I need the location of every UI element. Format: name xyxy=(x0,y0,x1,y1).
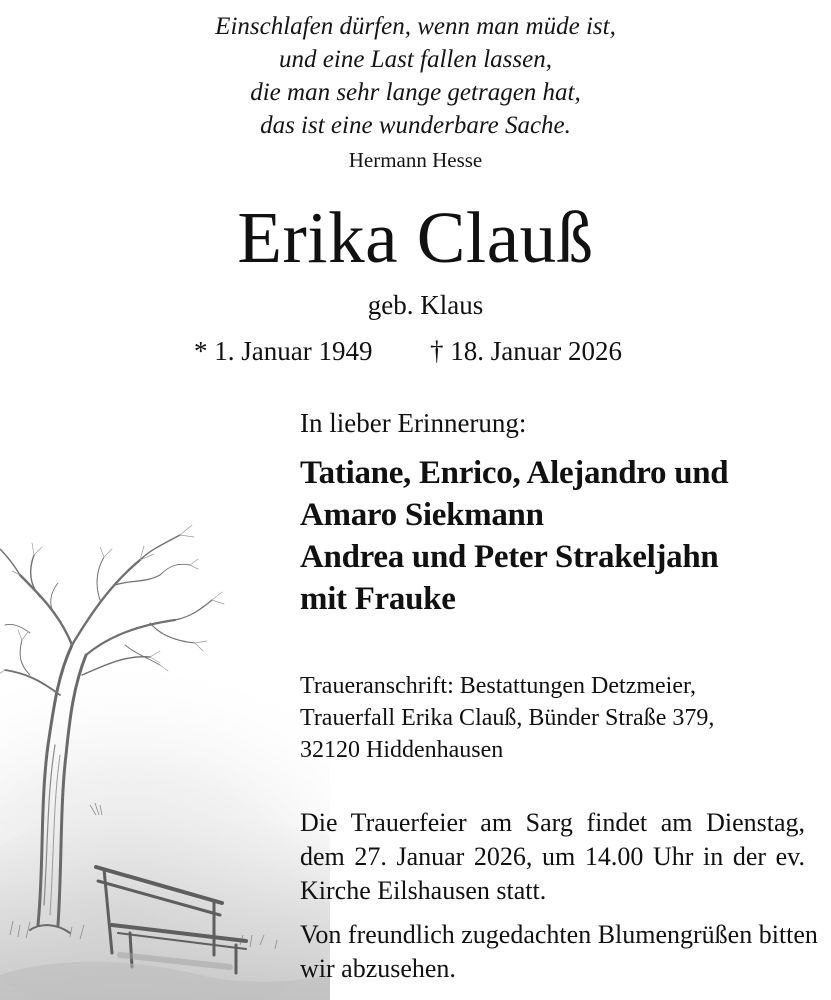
flowers-notice: Von freundlich zugedachten Blumengrüßen bitten wir abzusehen. xyxy=(300,920,818,983)
poem-line: und eine Last fallen lassen, xyxy=(279,46,552,73)
mourner-line: Andrea und Peter Strakeljahn xyxy=(300,539,719,575)
mourner-line: Tatiane, Enrico, Alejandro und xyxy=(300,455,729,491)
mourner-names xyxy=(300,452,820,620)
address-line: Traueranschrift: Bestattungen Detzmeier, xyxy=(300,673,697,699)
address-line: 32120 Hiddenhausen xyxy=(300,737,504,763)
birth-name: geb. Klaus xyxy=(367,290,484,320)
poem-line: das ist eine wunderbare Sache. xyxy=(260,112,571,139)
death-date: † 18. Januar 2026 xyxy=(430,336,622,366)
address-line: Trauerfall Erika Clauß, Bünder Straße 379, xyxy=(300,705,715,731)
mourner-line: mit Frauke xyxy=(300,581,456,617)
poem-line: Einschlafen dürfen, wenn man müde ist, xyxy=(215,13,616,40)
poem-author: Hermann Hesse xyxy=(348,148,483,172)
tree-bench-illustration xyxy=(0,505,330,1000)
birth-date: * 1. Januar 1949 xyxy=(194,336,373,366)
memory-intro: In lieber Erinnerung: xyxy=(300,408,527,438)
poem-block xyxy=(0,10,831,174)
ceremony-notice: Die Trauerfeier am Sarg findet am Dienstag, dem 27. Januar 2026, um 14.00 Uhr in der ev. Kirche Eilshausen statt. xyxy=(300,808,805,905)
mourner-line: Amaro Siekmann xyxy=(300,497,544,533)
mourning-address xyxy=(300,670,820,766)
poem-line: die man sehr lange getragen hat, xyxy=(250,79,581,106)
deceased-name: Erika Clauß xyxy=(237,197,594,278)
